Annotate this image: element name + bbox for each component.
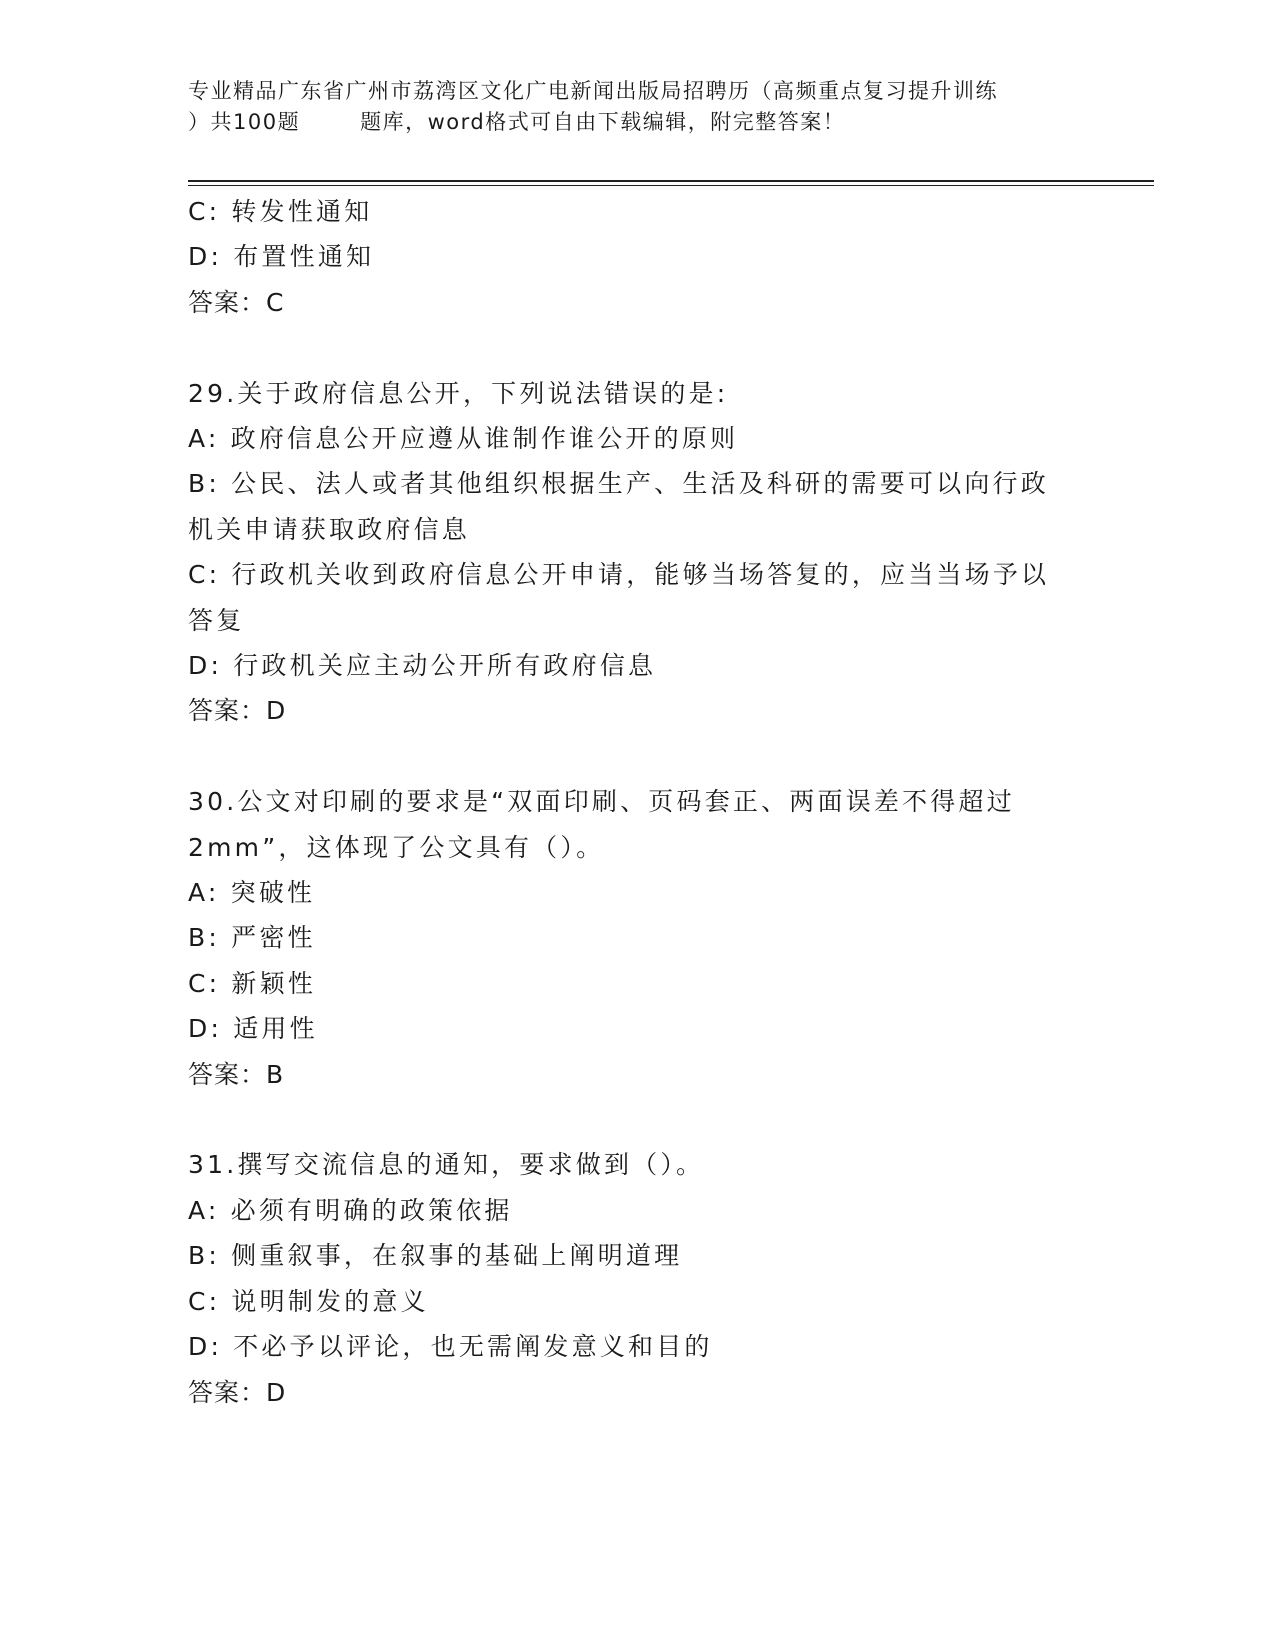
answer-value: C: [266, 287, 285, 317]
option-c: C: 新颖性: [188, 968, 317, 998]
document-header: [188, 76, 1088, 138]
option-b-line-2: 机关申请获取政府信息: [188, 514, 471, 544]
answer-label: 答案：: [188, 1059, 267, 1089]
option-c-line-1: C: 行政机关收到政府信息公开申请，能够当场答复的，应当当场予以: [188, 560, 1050, 590]
question-29: [188, 371, 1088, 734]
header-line-2: [188, 107, 1088, 138]
question-30: [188, 779, 1088, 1097]
header-line-2-part-2: 题库，word格式可自由下载编辑，附完整答案！: [360, 110, 846, 134]
answer-value: B: [266, 1059, 285, 1089]
question-stem-line-2: 2mm”，这体现了公文具有（）。: [188, 832, 605, 862]
option-c-line-2: 答复: [188, 605, 245, 635]
answer-label: 答案：: [188, 1377, 267, 1407]
answer-line: [188, 688, 1088, 733]
option-a: A: 政府信息公开应遵从谁制作谁公开的原则: [188, 424, 739, 454]
question-stem: 31.撰写交流信息的通知，要求做到（）。: [188, 1150, 705, 1180]
question-28-tail: [188, 189, 1088, 325]
answer-label: 答案：: [188, 696, 267, 726]
header-line-2-part-1: ）共100题: [188, 110, 301, 134]
answer-line: [188, 1370, 1088, 1415]
option-a: A: 必须有明确的政策依据: [188, 1195, 513, 1225]
option-d: D: 行政机关应主动公开所有政府信息: [188, 651, 657, 681]
option-b: B: 严密性: [188, 923, 316, 953]
answer-value: D: [266, 696, 287, 726]
question-31: [188, 1142, 1088, 1414]
answer-label: 答案：: [188, 287, 267, 317]
answer-line: [188, 280, 1088, 325]
option-c: C: 说明制发的意义: [188, 1286, 429, 1316]
question-stem-line-1: 30.公文对印刷的要求是“双面印刷、页码套正、两面误差不得超过: [188, 787, 1015, 817]
option-d: D: 布置性通知: [188, 242, 375, 272]
answer-value: D: [266, 1377, 287, 1407]
option-a: A: 突破性: [188, 878, 316, 908]
question-list: [188, 189, 1088, 1415]
option-b: B: 侧重叙事，在叙事的基础上阐明道理: [188, 1241, 683, 1271]
option-d: D: 不必予以评论，也无需阐发意义和目的: [188, 1332, 713, 1362]
answer-line: [188, 1052, 1088, 1097]
option-d: D: 适用性: [188, 1014, 318, 1044]
option-c: C: 转发性通知: [188, 197, 373, 226]
header-divider-thick: [188, 180, 1154, 182]
option-b-line-1: B: 公民、法人或者其他组织根据生产、生活及科研的需要可以向行政: [188, 469, 1049, 499]
header-line-1: 专业精品广东省广州市荔湾区文化广电新闻出版局招聘历（高频重点复习提升训练: [188, 79, 998, 103]
question-stem: 29.关于政府信息公开，下列说法错误的是:: [188, 378, 729, 408]
header-divider-thin: [188, 185, 1154, 186]
